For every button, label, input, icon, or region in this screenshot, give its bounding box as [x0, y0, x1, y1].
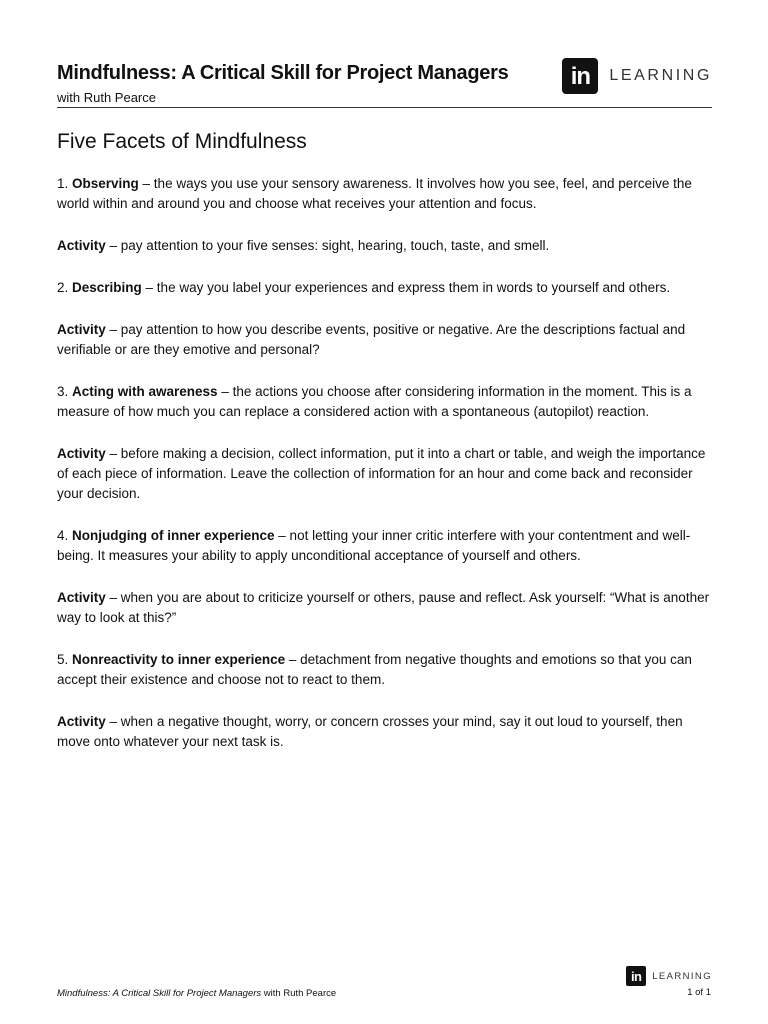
- paragraph: [57, 712, 712, 752]
- document-header: [57, 58, 712, 108]
- paragraph-prefix: 1.: [57, 176, 73, 191]
- paragraph-term: Observing: [72, 176, 139, 191]
- paragraph: [57, 650, 712, 690]
- paragraph: [57, 320, 712, 360]
- paragraph-term: Activity: [57, 238, 106, 253]
- document-title: Mindfulness: A Critical Skill for Project Managers: [57, 62, 509, 84]
- paragraph-prefix: 2.: [57, 280, 73, 295]
- section-heading: Five Facets of Mindfulness: [57, 130, 307, 153]
- paragraph-term: Acting with awareness: [72, 384, 218, 399]
- paragraph-text: – pay attention to how you describe events, positive or negative. Are the descriptions factual and verifiable or are they emotive and personal?: [57, 322, 686, 357]
- paragraph: [57, 278, 712, 298]
- paragraph-prefix: 5.: [57, 652, 73, 667]
- footer-credit: [57, 988, 336, 999]
- paragraph-term: Activity: [57, 446, 106, 461]
- document-body: [57, 174, 712, 774]
- linkedin-icon: in: [626, 966, 646, 986]
- paragraph-text: – the actions you choose after considering information in the moment. This is a measure of how much you can replace a considered action with a spontaneous (autopilot) reaction.: [57, 384, 692, 419]
- paragraph-text: – when you are about to criticize yourself or others, pause and reflect. Ask yourself: “What is another way to look at this?”: [57, 590, 710, 625]
- paragraph-text: – not letting your inner critic interfere with your contentment and well-being. It measures your ability to apply unconditional acceptance of yourself and others.: [57, 528, 691, 563]
- footer-logo: [626, 966, 712, 986]
- paragraph-term: Activity: [57, 322, 106, 337]
- paragraph: [57, 588, 712, 628]
- paragraph: [57, 382, 712, 422]
- paragraph-text: – detachment from negative thoughts and emotions so that you can accept their existence and choose not to react to them.: [57, 652, 692, 687]
- paragraph-term: Activity: [57, 590, 106, 605]
- paragraph-term: Nonreactivity to inner experience: [72, 652, 286, 667]
- paragraph: [57, 444, 712, 504]
- paragraph: [57, 236, 712, 256]
- paragraph-text: – when a negative thought, worry, or concern crosses your mind, say it out loud to yourself, then move onto whatever your next task is.: [57, 714, 683, 749]
- paragraph-text: – the ways you use your sensory awareness. It involves how you see, feel, and perceive the world within and around you and choose what receives your attention and focus.: [57, 176, 692, 211]
- linkedin-learning-logo: [562, 58, 712, 94]
- logo-wordmark: LEARNING: [652, 970, 712, 982]
- paragraph: [57, 526, 712, 566]
- paragraph-text: – pay attention to your five senses: sight, hearing, touch, taste, and smell.: [105, 238, 550, 253]
- page-number: 1 of 1: [687, 987, 711, 998]
- paragraph-prefix: 4.: [57, 528, 73, 543]
- paragraph-term: Describing: [72, 280, 142, 295]
- footer-course-title: Mindfulness: A Critical Skill for Project Managers: [57, 988, 262, 999]
- paragraph-prefix: 3.: [57, 384, 73, 399]
- paragraph-text: – before making a decision, collect information, put it into a chart or table, and weigh the importance of each piece of information. Leave the collection of information for an hour and come back and reconsider your decision.: [57, 446, 706, 501]
- linkedin-icon: in: [562, 58, 598, 94]
- paragraph-term: Activity: [57, 714, 106, 729]
- logo-wordmark: LEARNING: [609, 67, 712, 84]
- paragraph: [57, 174, 712, 214]
- paragraph-text: – the way you label your experiences and express them in words to yourself and others.: [141, 280, 671, 295]
- header-divider: [57, 107, 712, 108]
- document-author: with Ruth Pearce: [57, 90, 156, 105]
- paragraph-term: Nonjudging of inner experience: [72, 528, 275, 543]
- footer-author: with Ruth Pearce: [261, 988, 337, 999]
